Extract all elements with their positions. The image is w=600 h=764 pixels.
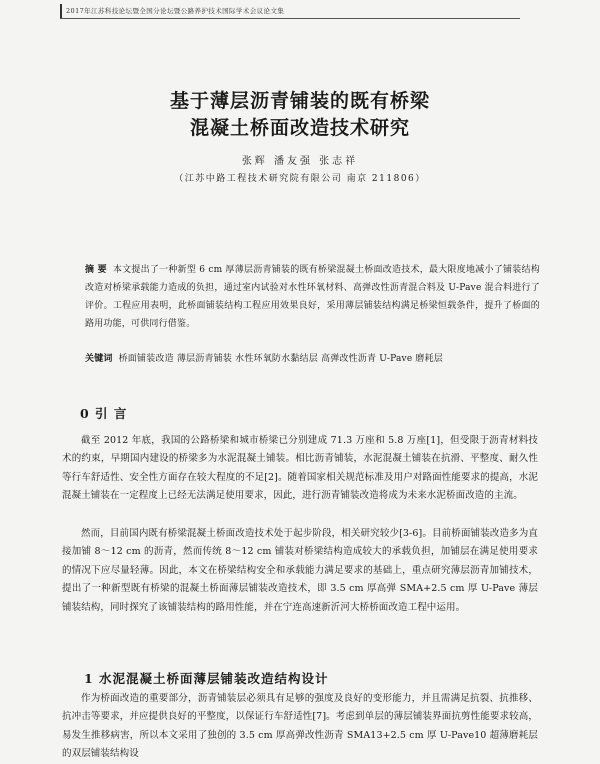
authors: 张辉 潘友强 张志祥 — [241, 156, 359, 167]
paper-title-line2: 混凝土桥面改造技术研究 — [189, 117, 410, 139]
keywords-text: 桥面铺装改造 薄层沥青铺装 水性环氧防水黏结层 高弹改性沥青 U-Pave 磨耗层 — [118, 354, 444, 364]
abstract — [85, 261, 540, 333]
running-head: 2017年江苏科技论坛暨全国分论坛暨公路养护技术国际学术会议论文集 — [66, 7, 285, 15]
header-rule — [60, 18, 520, 19]
section-0-title: 0 引 言 — [80, 406, 128, 421]
abstract-label: 摘 要 — [85, 265, 107, 275]
keywords-label: 关键词 — [85, 354, 113, 364]
paper-title-line1: 基于薄层沥青铺装的既有桥梁 — [169, 90, 430, 112]
abstract-text: 本文提出了一种新型 6 cm 厚薄层沥青铺装的既有桥梁混凝土桥面改造技术，最大限度地减小了铺装结构改造对桥梁承载能力造成的负担，通过室内试验对水性环氧材料、高弹改性沥青混合料及 U-Pave 混合料进行了评价。工程应用表明，此桥面铺装结构工程应用效果良好，采用薄层铺装结构满足桥梁恒载条件，提升了桥面的路用功能，可供同行借鉴。 — [85, 265, 541, 329]
section-1-paragraph-1: 作为桥面改造的重要部分，沥青铺装层必须具有足够的强度及良好的变形能力，并且需满足抗裂、抗推移、抗冲击等要求，并应提供良好的平整度，以保证行车舒适性[7]。考虑到单层的薄层铺装界面抗剪性能要求较高，易发生推移病害，所以本文采用了独创的 3.5 cm 厚高弹改性沥青 SMA13+2.5 cm 厚 U-Pave10 超薄磨耗层的双层铺装结构设 — [62, 693, 538, 760]
section-1-title: 1 水泥混凝土桥面薄层铺装改造结构设计 — [84, 671, 329, 686]
section-0-paragraph-1: 截至 2012 年底，我国的公路桥梁和城市桥梁已分别建成 71.3 万座和 5.8 万座[1]，但受限于沥青材料技术的约束，早期国内建设的桥梁多为水泥混凝土铺装。相比沥青铺装，水泥混凝土铺装在抗滑、平整度、耐久性等行车舒适性、安全性方面存在较大程度的不足[2]。随着国家相关规范标准及用户对路面性能要求的提高，水泥混凝土铺装在一定程度上已经无法满足使用要求，因此，进行沥青铺装改造将成为未来水泥桥面改造的主流。 — [62, 435, 538, 502]
section-0-paragraph-2: 然而，目前国内既有桥梁混凝土桥面改造技术处于起步阶段，相关研究较少[3-6]。目前桥面铺装改造多为直接加铺 8～12 cm 的沥青，然而传统 8～12 cm 铺装对桥梁结构造成较大的承载负担，加铺层在满足使用要求的情况下应尽量轻薄。因此，本文在桥梁结构安全和承载能力满足要求的基础上，重点研究薄层沥青加铺技术，提出了一种新型既有桥梁的混凝土桥面薄层铺装改造技术，即 3.5 cm 厚高弹 SMA+2.5 cm 厚 U-Pave 薄层铺装结构，同时探究了该铺装结构的路用性能，并在宁连高速新沂河大桥桥面改造工程中运用。 — [62, 528, 538, 613]
keywords — [85, 350, 540, 368]
affiliation: （江苏中路工程技术研究院有限公司 南京 211806） — [174, 174, 426, 184]
header-bar — [60, 4, 62, 18]
